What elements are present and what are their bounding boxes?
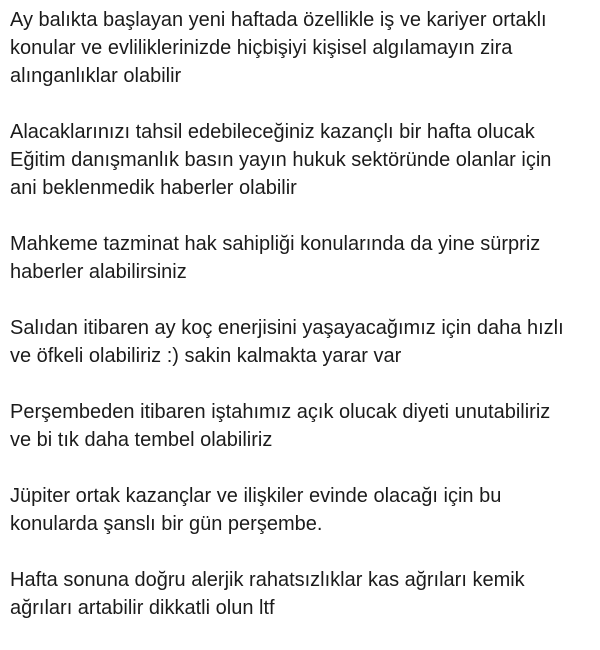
text-line: Hafta sonuna doğru alerjik rahatsızlıklar kas ağrıları kemik (10, 569, 525, 591)
text-line: ve bi tık daha tembel olabiliriz (10, 429, 273, 451)
text-line: Ay balıkta başlayan yeni haftada özellikle iş ve kariyer ortaklı (10, 9, 547, 31)
paragraph-weekend (10, 566, 598, 622)
paragraph-tuesday (10, 314, 598, 370)
text-line: haberler alabilirsiniz (10, 261, 187, 283)
text-line: ve öfkeli olabiliriz :) sakin kalmakta yarar var (10, 345, 402, 367)
text-line: Salıdan itibaren ay koç enerjisini yaşayacağımız için daha hızlı (10, 317, 564, 339)
text-line: Mahkeme tazminat hak sahipliği konularında da yine sürpriz (10, 233, 541, 255)
text-line: Jüpiter ortak kazançlar ve ilişkiler evinde olacağı için bu (10, 485, 502, 507)
paragraph-workweek (10, 6, 598, 90)
paragraph-finance (10, 118, 598, 202)
text-line: alınganlıklar olabilir (10, 65, 182, 87)
paragraph-thursday (10, 398, 598, 454)
text-line: konular ve evliliklerinizde hiçbişiyi kişisel algılamayın zira (10, 37, 513, 59)
text-line: Eğitim danışmanlık basın yayın hukuk sektöründe olanlar için (10, 149, 552, 171)
text-line: ani beklenmedik haberler olabilir (10, 177, 297, 199)
text-line: Alacaklarınızı tahsil edebileceğiniz kazançlı bir hafta olucak (10, 121, 535, 143)
text-line: Perşembeden itibaren iştahımız açık olucak diyeti unutabiliriz (10, 401, 551, 423)
paragraph-court (10, 230, 598, 286)
text-line: konularda şanslı bir gün perşembe. (10, 513, 323, 535)
text-line: ağrıları artabilir dikkatli olun ltf (10, 597, 275, 619)
paragraph-jupiter (10, 482, 598, 538)
post-text (10, 6, 598, 650)
